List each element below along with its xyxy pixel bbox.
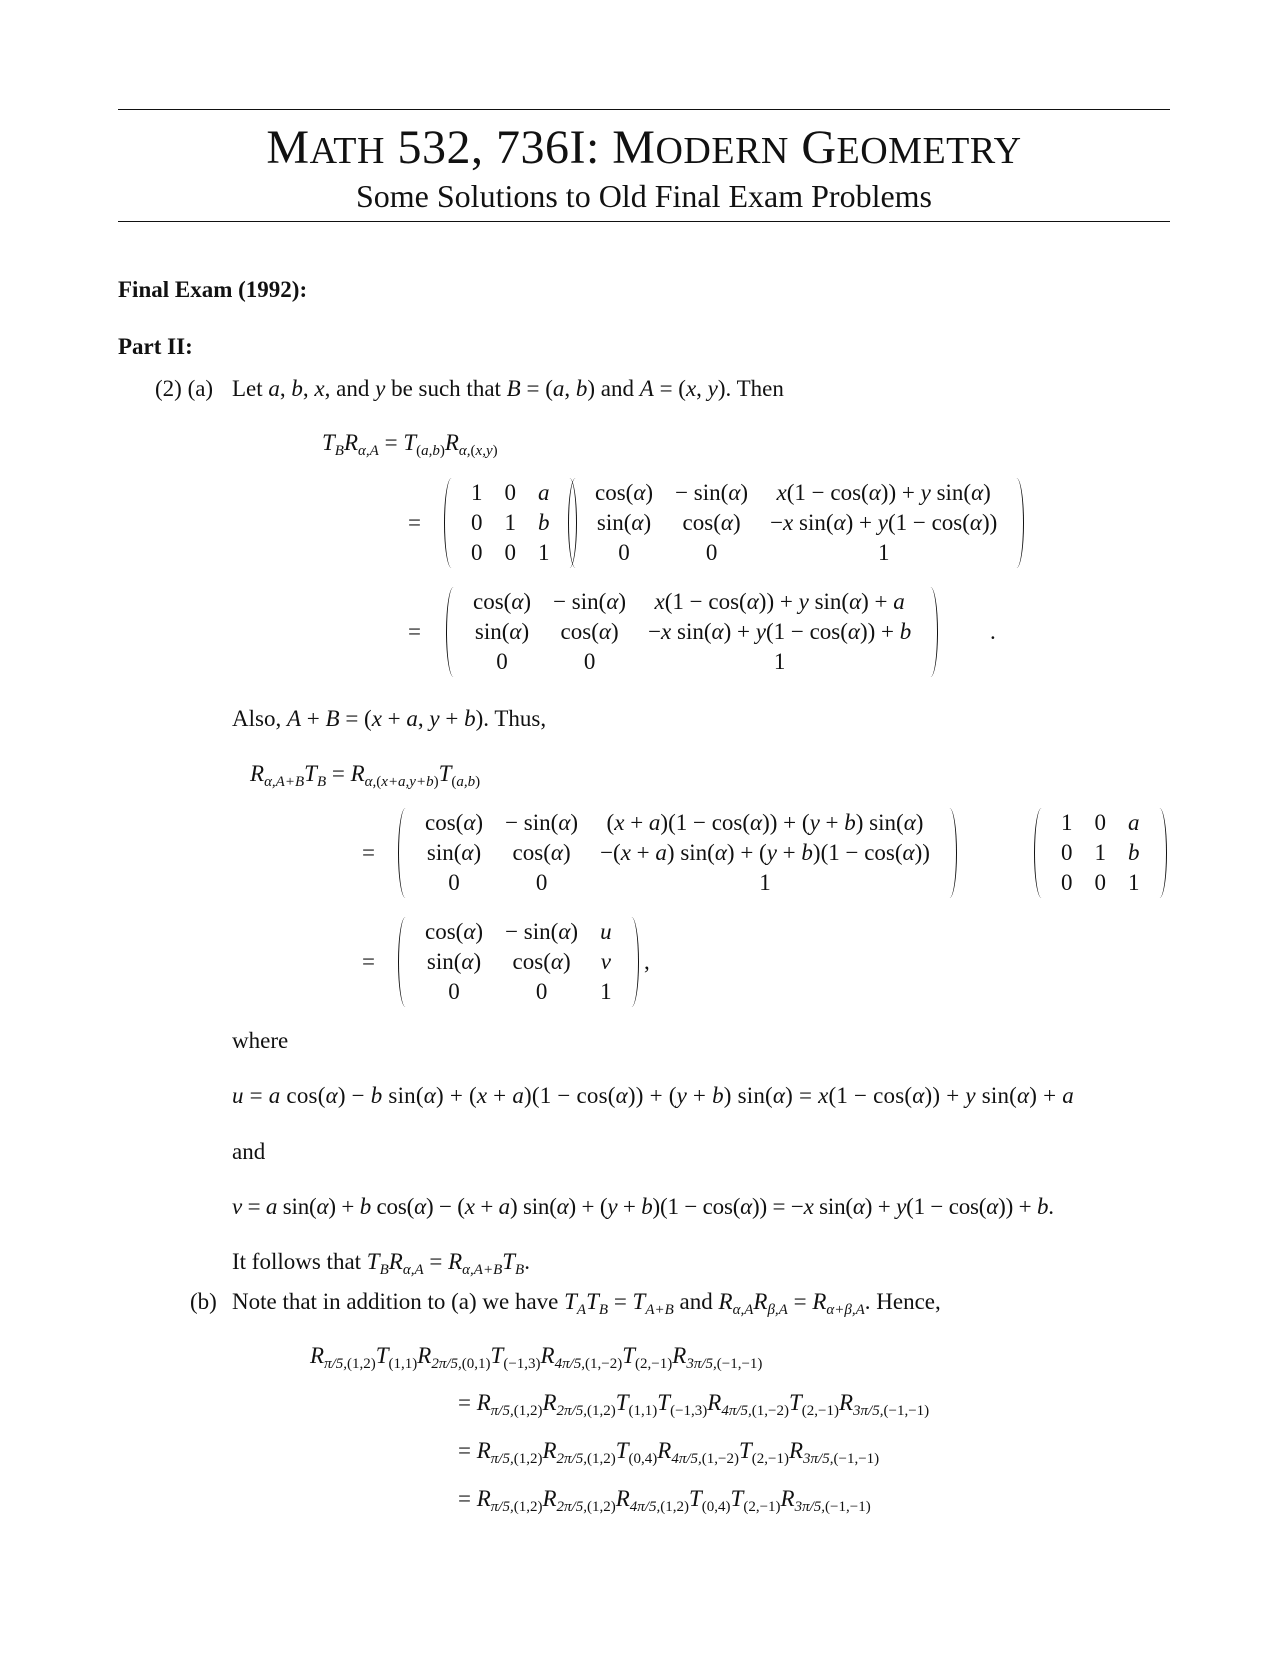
matrix-T2-cell: 1: [1094, 840, 1106, 865]
equation-3-line-1: $R_{\pi/5,(1,2)}T_{(1,1)}R_{2\pi/5,(0,1)}T_{(-1,3)}R_{4\pi/5,(1,-2)}T_{(2,-1)}R_{3\pi/5,(-1,-1)}$: [310, 1343, 763, 1372]
u-equation: u = a cos(α) − b sin(α) + (x + a)(1 − cos(α)) + (y + b) sin(α) = x(1 − cos(α)) + y sin(α) + a: [232, 1083, 1074, 1108]
matrix-R-cell: cos(α): [595, 480, 654, 505]
matrix-R2-cell: (x + a)(1 − cos(α)) + (y + b) sin(α): [606, 810, 924, 835]
matrix-RT-cell: 0: [535, 979, 548, 1004]
matrix-translation-2: [1034, 808, 1167, 898]
page-subtitle: Some Solutions to Old Final Exam Problems: [355, 178, 932, 214]
matrix-R2-cell: −(x + a) sin(α) + (y + b)(1 − cos(α)): [600, 840, 930, 865]
also-sentence: Also, A + B = (x + a, y + b). Thus,: [232, 706, 547, 731]
comma: ,: [644, 949, 650, 974]
matrix-R2-cell: cos(α): [512, 840, 571, 865]
matrix-T2-cell: 0: [1094, 810, 1106, 835]
matrix-T2-cell: b: [1128, 840, 1140, 865]
matrix-T2-cell: 1: [1128, 870, 1140, 895]
section-heading-exam: Final Exam (1992):: [118, 277, 308, 302]
where-text: where: [232, 1028, 289, 1053]
right-paren: [1152, 808, 1167, 898]
left-paren: [398, 917, 413, 1007]
matrix-T-cell: 1: [538, 540, 550, 565]
matrix-product-TR: [446, 587, 938, 677]
page-title: MATH 532, 736I: MODERN GEOMETRY: [266, 121, 1022, 174]
conclusion-2a: It follows that $T_BR_{\alpha,A} = R_{\alpha,A+B}T_B$.: [232, 1249, 530, 1278]
matrix-T-cell: 0: [471, 540, 483, 565]
matrix-R-cell: 0: [705, 540, 718, 565]
matrix-R2-cell: cos(α): [425, 810, 484, 835]
matrix-product-RT: [398, 917, 639, 1007]
matrix-T2-cell: 0: [1061, 870, 1073, 895]
matrix-R-cell: 1: [877, 540, 890, 565]
matrix-rotation-sum: [398, 808, 957, 898]
matrix-R2-cell: − sin(α): [505, 810, 579, 835]
right-paren: [942, 808, 957, 898]
matrix-T-cell: 1: [504, 510, 516, 535]
matrix-T-cell: 0: [504, 480, 516, 505]
matrix-R2-cell: 1: [759, 870, 771, 895]
left-paren: [568, 478, 583, 568]
left-paren: [1034, 808, 1049, 898]
equals-sign: =: [408, 619, 421, 644]
left-paren: [446, 587, 461, 677]
right-paren: [1009, 478, 1024, 568]
matrix-TR-cell: −x sin(α) + y(1 − cos(α)) + b: [648, 619, 912, 644]
header-bottom-rule: [118, 221, 1170, 222]
problem-label-2b: (b): [190, 1289, 217, 1314]
matrix-R-cell: − sin(α): [675, 480, 749, 505]
equation-1-line-1: $T_BR_{\alpha,A} = T_{(a,b)}R_{\alpha,(x,y)}$: [322, 430, 498, 459]
matrix-TR-cell: 0: [583, 649, 596, 674]
matrix-RT-cell: cos(α): [512, 949, 571, 974]
matrix-T-cell: 0: [471, 510, 483, 535]
matrix-RT-cell: 1: [600, 979, 612, 1004]
matrix-T-cell: 0: [504, 540, 516, 565]
problem-2a-intro: Let a, b, x, and y be such that B = (a, b) and A = (x, y). Then: [232, 376, 784, 401]
matrix-RT-cell: u: [600, 919, 612, 944]
equation-3-line-3: = $R_{\pi/5,(1,2)}R_{2\pi/5,(1,2)}T_{(0,4)}R_{4\pi/5,(1,-2)}T_{(2,-1)}R_{3\pi/5,(-1,-1)}$: [458, 1438, 880, 1467]
matrix-T-cell: b: [538, 510, 550, 535]
right-paren: [923, 587, 938, 677]
matrix-RT-cell: 0: [448, 979, 460, 1004]
matrix-T2-cell: 0: [1094, 870, 1106, 895]
left-paren: [398, 808, 413, 898]
matrix-T-cell: a: [538, 480, 550, 505]
section-heading-part: Part II:: [118, 334, 193, 359]
matrix-T2-cell: 0: [1061, 840, 1073, 865]
matrix-TR-cell: cos(α): [473, 589, 532, 614]
matrix-TR-cell: cos(α): [560, 619, 619, 644]
problem-label-2a: (2) (a): [155, 376, 214, 401]
and-text: and: [232, 1139, 266, 1164]
matrix-rotation: [568, 478, 1024, 568]
matrix-TR-cell: 1: [773, 649, 786, 674]
header-top-rule: [118, 109, 1170, 110]
matrix-TR-cell: x(1 − cos(α)) + y sin(α) + a: [654, 589, 905, 614]
left-paren: [444, 478, 459, 568]
matrix-translation: [444, 478, 577, 568]
matrix-T2-cell: 1: [1061, 810, 1073, 835]
matrix-TR-cell: − sin(α): [553, 589, 627, 614]
matrix-RT-cell: − sin(α): [505, 919, 579, 944]
matrix-T-cell: 1: [471, 480, 483, 505]
matrix-R-cell: sin(α): [596, 510, 652, 535]
matrix-R-cell: x(1 − cos(α)) + y sin(α): [776, 480, 991, 505]
problem-2b-text: Note that in addition to (a) we have $T_AT_B = T_{A+B}$ and $R_{\alpha,A}R_{\beta,A} = R_{\alpha+\beta,A}$. Hence,: [232, 1289, 941, 1318]
equals-sign: =: [362, 949, 375, 974]
matrix-R2-cell: 0: [448, 870, 460, 895]
matrix-TR-cell: sin(α): [474, 619, 530, 644]
period: .: [990, 619, 996, 644]
matrix-RT-cell: sin(α): [426, 949, 482, 974]
equation-3-line-2: = $R_{\pi/5,(1,2)}R_{2\pi/5,(1,2)}T_{(1,1)}T_{(-1,3)}R_{4\pi/5,(1,-2)}T_{(2,-1)}R_{3\pi/5,(-1,-1)}$: [458, 1390, 930, 1419]
matrix-R2-cell: sin(α): [426, 840, 482, 865]
matrix-R2-cell: 0: [535, 870, 548, 895]
equation-3-line-4: = $R_{\pi/5,(1,2)}R_{2\pi/5,(1,2)}R_{4\pi/5,(1,2)}T_{(0,4)}T_{(2,-1)}R_{3\pi/5,(-1,-1)}$: [458, 1486, 871, 1515]
v-equation: v = a sin(α) + b cos(α) − (x + a) sin(α) + (y + b)(1 − cos(α)) = −x sin(α) + y(1 − cos(α)) + b.: [232, 1194, 1054, 1219]
matrix-R-cell: 0: [618, 540, 630, 565]
matrix-R-cell: cos(α): [682, 510, 741, 535]
equals-sign: =: [362, 840, 375, 865]
equals-sign: =: [408, 510, 421, 535]
matrix-RT-cell: v: [600, 949, 611, 974]
equation-2-line-1: $R_{\alpha,A+B}T_B = R_{\alpha,(x+a,y+b)}T_{(a,b)}$: [250, 761, 481, 790]
matrix-T2-cell: a: [1128, 810, 1140, 835]
right-paren: [624, 917, 639, 1007]
matrix-RT-cell: cos(α): [425, 919, 484, 944]
matrix-TR-cell: 0: [496, 649, 508, 674]
matrix-R-cell: −x sin(α) + y(1 − cos(α)): [770, 510, 998, 535]
